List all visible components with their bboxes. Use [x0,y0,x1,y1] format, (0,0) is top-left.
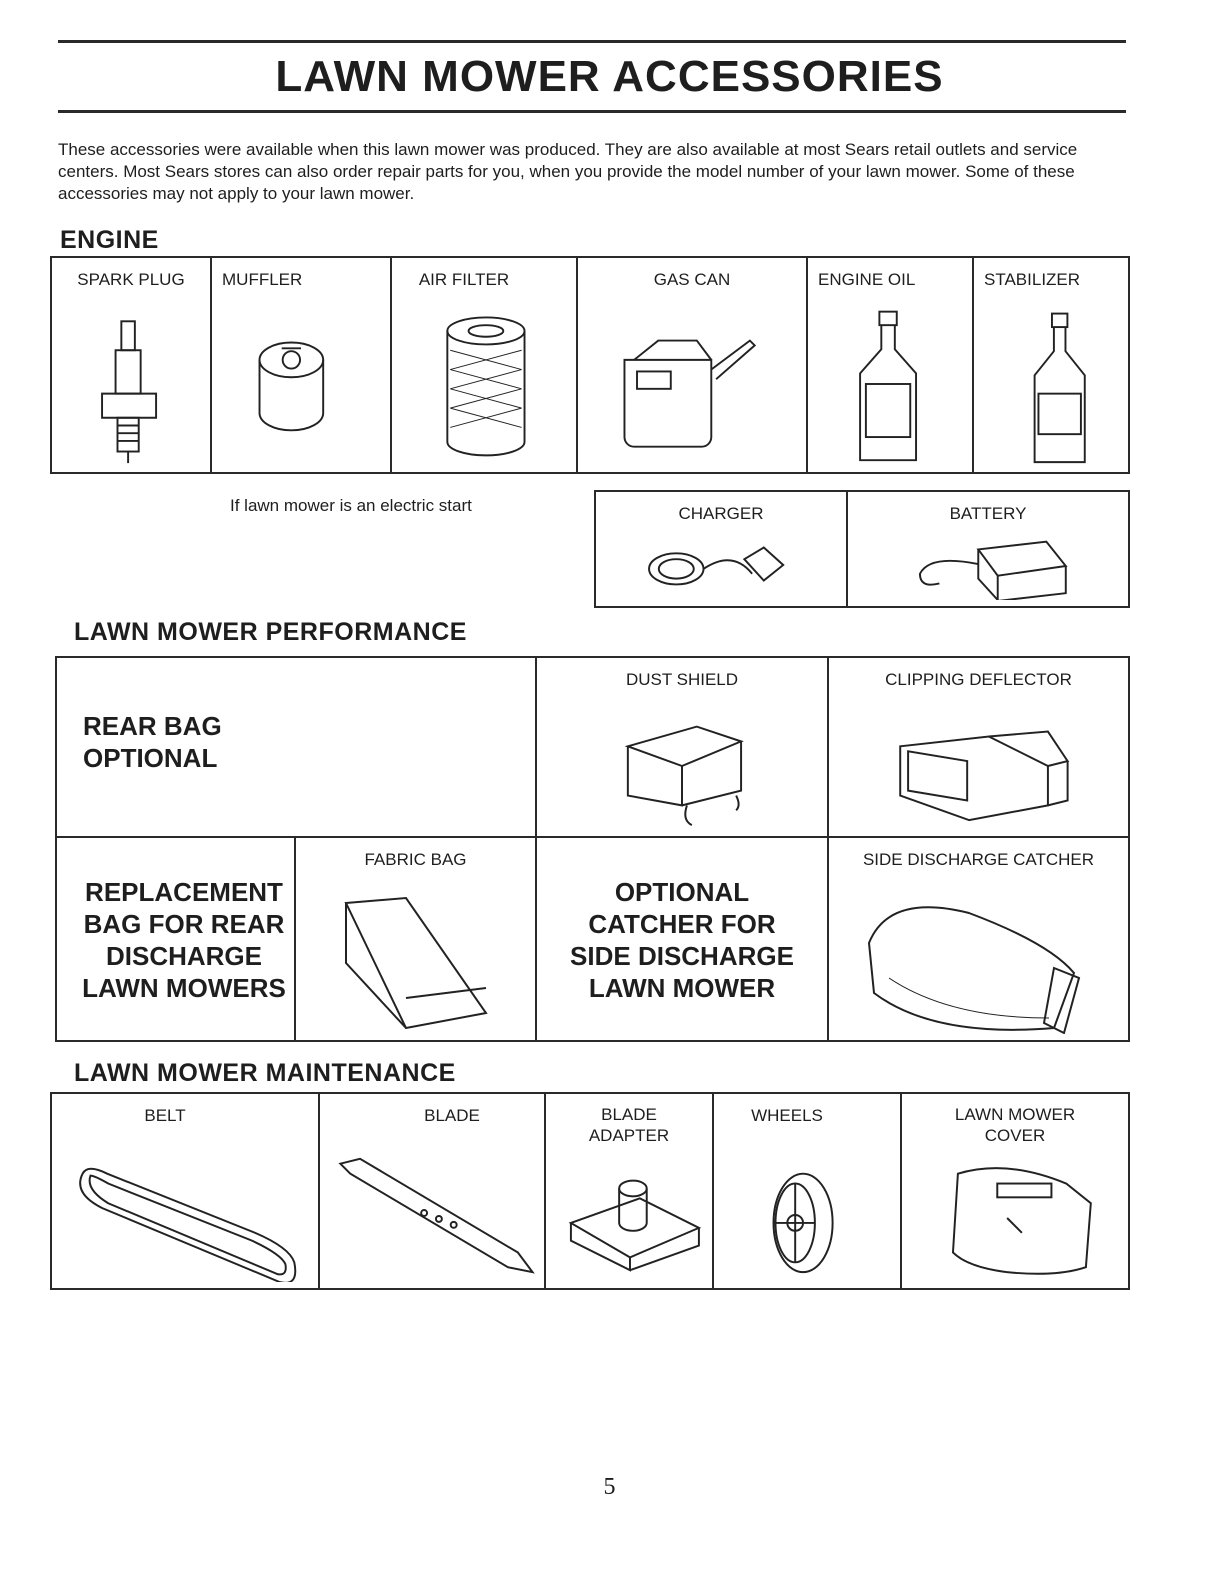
performance-grid [55,656,1130,1042]
dust-shield-cell: DUST SHIELD [537,658,827,836]
clipping-deflector-icon [829,702,1128,830]
muffler-icon [212,302,390,466]
gas-can-icon [578,302,806,466]
performance-heading: LAWN MOWER PERFORMANCE [74,618,467,646]
fabric-bag-cell: FABRIC BAG [296,838,535,1040]
engine-item-engine-oil: ENGINE OIL [808,258,974,472]
title-rule [58,110,1126,113]
maintenance-grid [50,1092,1130,1290]
page-number: 5 [603,1474,616,1500]
maintenance-item-belt: BELT [52,1094,320,1288]
engine-item-spark-plug: SPARK PLUG [52,258,212,472]
maintenance-item-blade: BLADE [320,1094,546,1288]
stabilizer-bottle-icon [974,302,1128,466]
electric-start-grid [594,490,1130,608]
blade-icon [320,1144,544,1282]
engine-item-gas-can: GAS CAN [578,258,808,472]
engine-grid [50,256,1130,474]
intro-paragraph: These accessories were available when this lawn mower was produced. They are also available at most Sears retail outlets and service centers. Most Sears stores can also order repair parts for you, when you provide the model number of your lawn mower. Some of these accessories may not apply to your lawn mower. [58,140,1078,203]
belt-icon [52,1154,318,1282]
page-title: LAWN MOWER ACCESSORIES [275,52,944,101]
rear-bag-title: REAR BAG OPTIONAL [83,711,222,773]
engine-heading: ENGINE [60,226,159,254]
engine-item-stabilizer: STABILIZER [974,258,1128,472]
charger-icon [596,530,846,600]
maintenance-item-mower-cover: LAWN MOWER COVER [902,1094,1128,1288]
oil-bottle-icon [808,302,972,466]
electric-item-charger: CHARGER [596,492,848,606]
fabric-bag-icon [296,882,535,1034]
side-discharge-catcher-cell: SIDE DISCHARGE CATCHER [829,838,1128,1040]
maintenance-item-blade-adapter: BLADE ADAPTER [546,1094,714,1288]
engine-item-air-filter: AIR FILTER [392,258,578,472]
mower-cover-icon [902,1154,1128,1282]
spark-plug-icon [52,302,210,466]
side-catcher-icon [829,882,1128,1034]
electric-start-note: If lawn mower is an electric start [230,496,472,515]
wheel-icon [714,1154,900,1282]
blade-adapter-icon [546,1154,712,1282]
maintenance-item-wheels: WHEELS [714,1094,902,1288]
top-rule [58,40,1126,43]
dust-shield-icon [537,702,827,830]
maintenance-heading: LAWN MOWER MAINTENANCE [74,1059,456,1087]
clipping-deflector-cell: CLIPPING DEFLECTOR [829,658,1128,836]
electric-item-battery: BATTERY [848,492,1128,606]
air-filter-icon [392,302,576,466]
battery-icon [848,530,1128,600]
replacement-bag-title: REPLACEMENT BAG FOR REAR DISCHARGE LAWN MOWERS [82,877,286,1003]
optional-catcher-title: OPTIONAL CATCHER FOR SIDE DISCHARGE LAWN MOWER [570,877,794,1003]
engine-item-muffler: MUFFLER [212,258,392,472]
